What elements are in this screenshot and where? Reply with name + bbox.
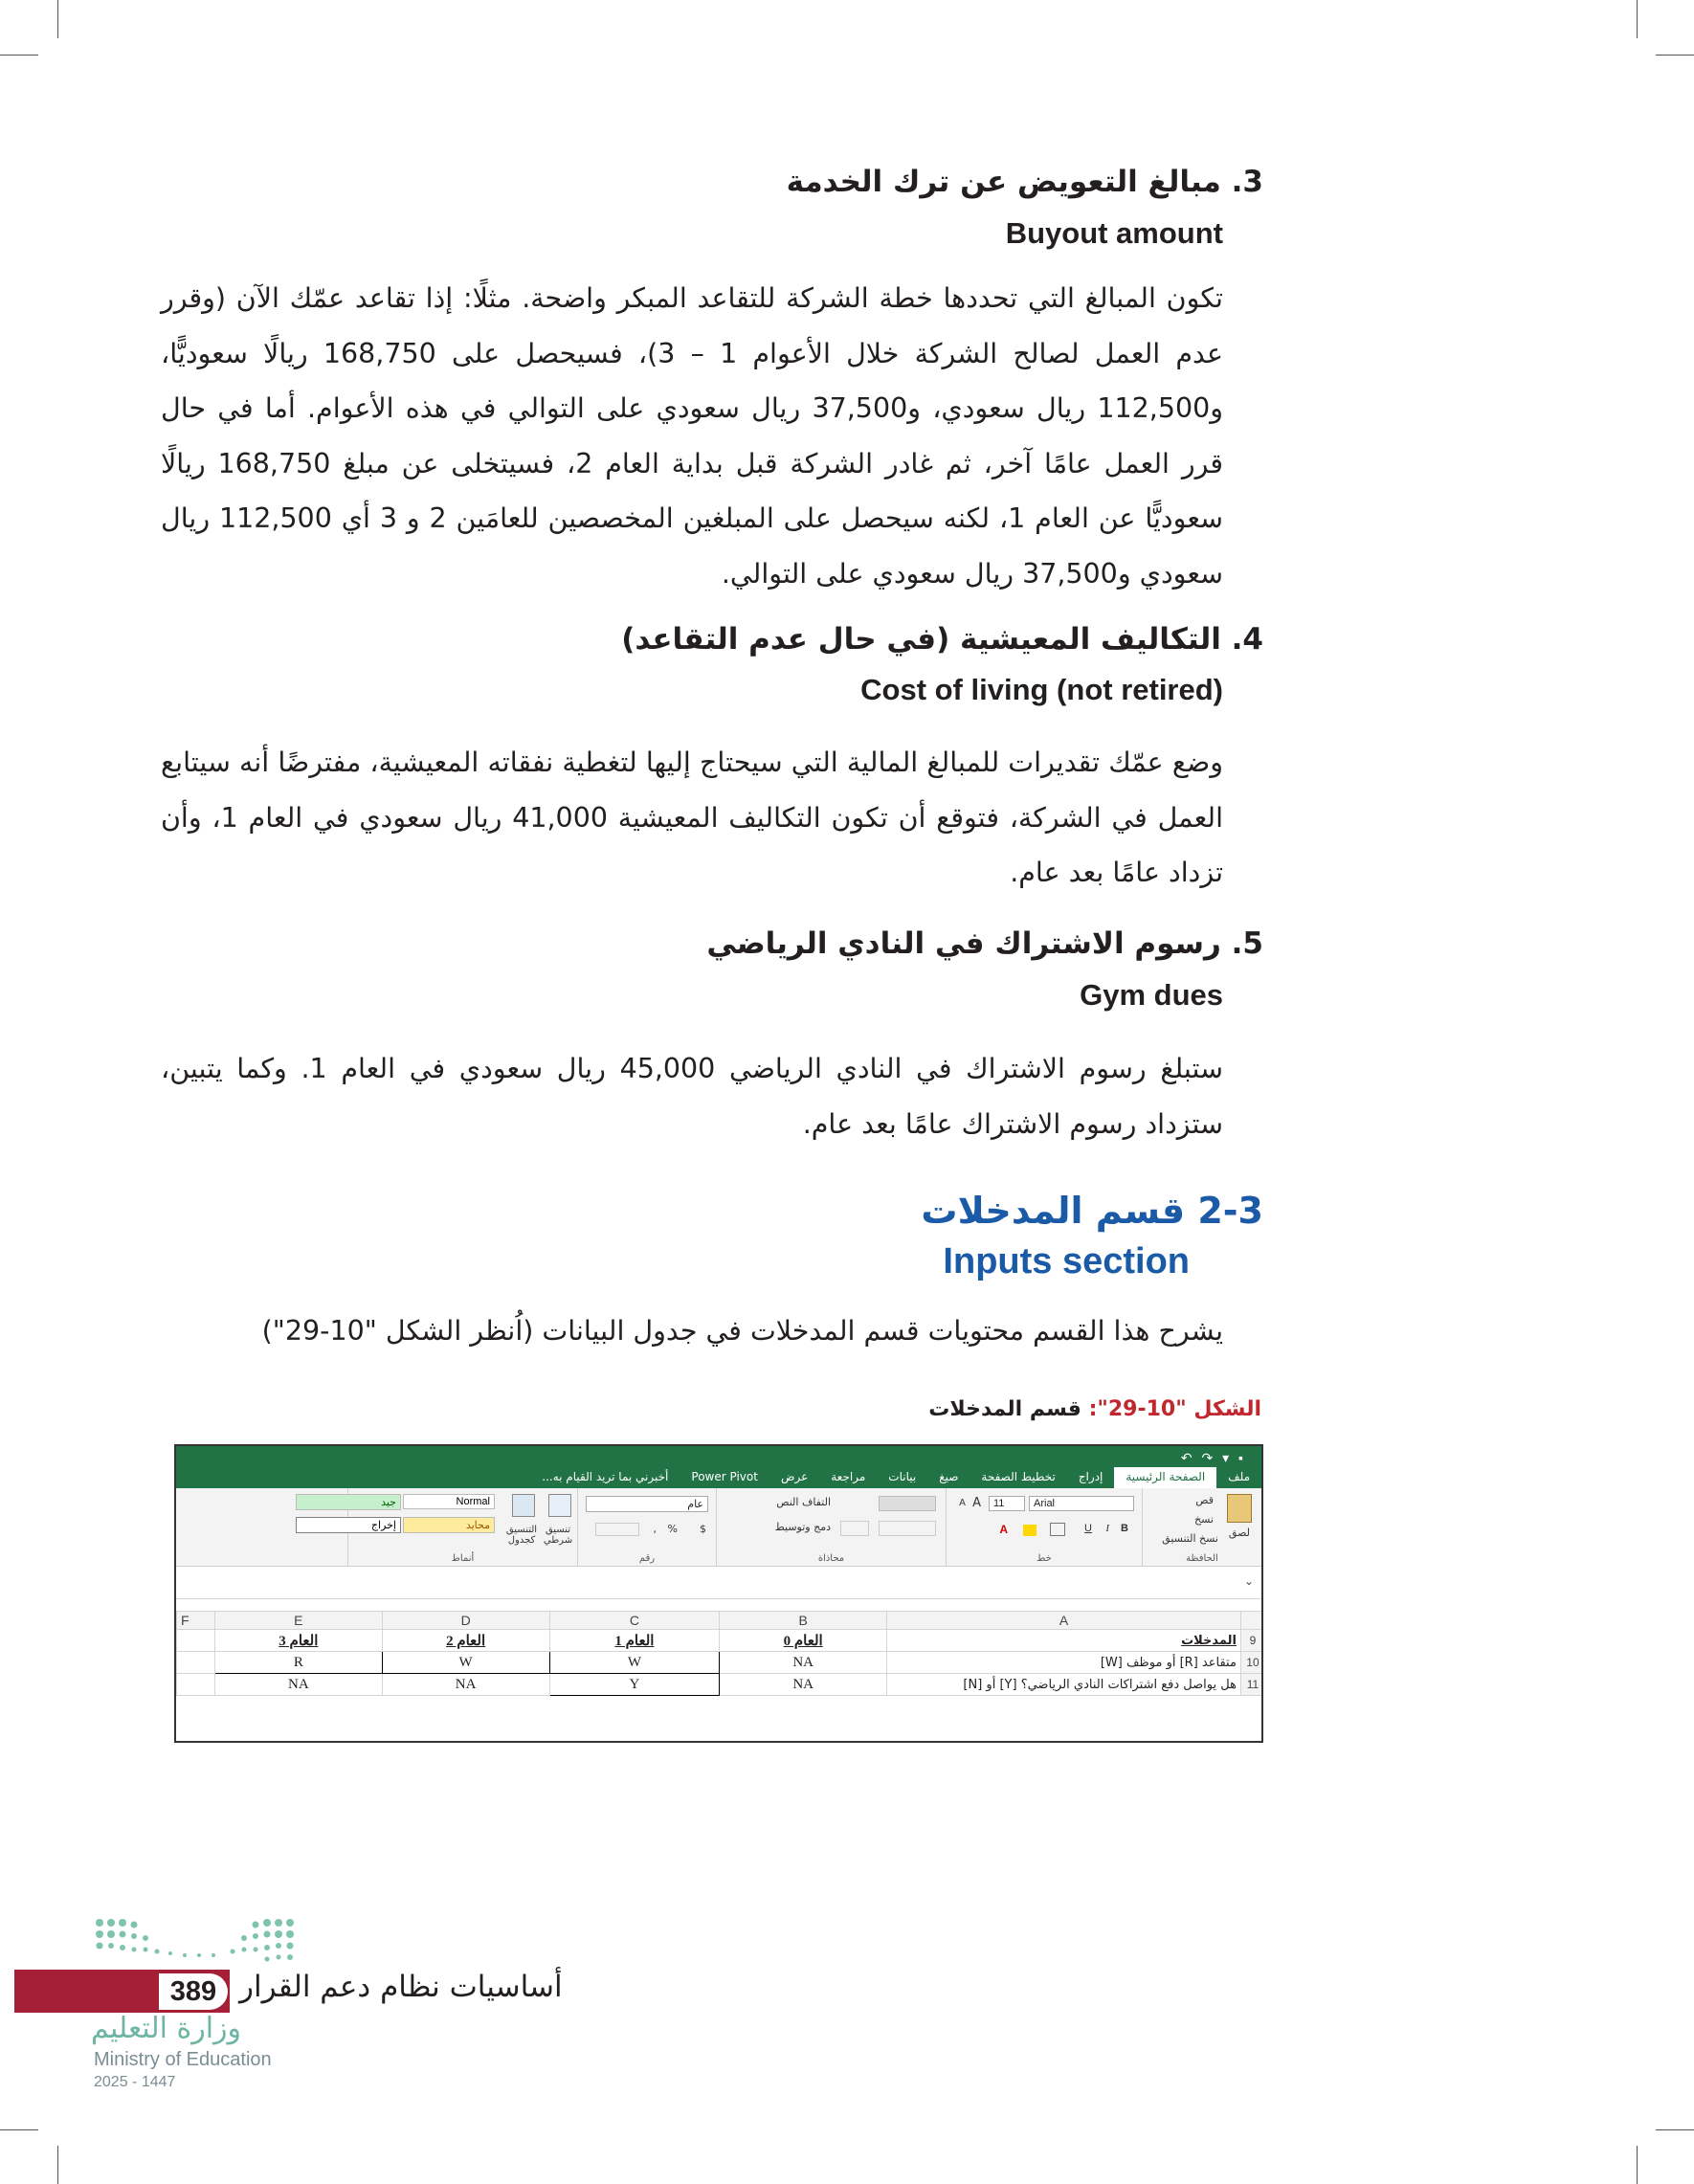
style-good[interactable]: جيد [296, 1494, 401, 1510]
cell-b9[interactable]: العام 0 [720, 1630, 887, 1652]
row-number-11[interactable]: 11 [1240, 1674, 1263, 1696]
ribbon-tabs [530, 1467, 1261, 1488]
column-header-c[interactable]: C [549, 1612, 720, 1630]
percent-button[interactable]: % [667, 1523, 678, 1535]
cell-a11[interactable]: هل يواصل دفع اشتراكات النادي الرياضي؟ [Y] أو [N] [887, 1674, 1241, 1696]
tab-home[interactable]: الصفحة الرئيسية [1114, 1467, 1216, 1488]
font-name-select[interactable]: Arial [1029, 1496, 1134, 1511]
align-horizontal-icons[interactable] [879, 1521, 936, 1536]
column-header-d[interactable]: D [382, 1612, 549, 1630]
section-title-buyout: 3. مبالغ التعويض عن ترك الخدمة [786, 165, 1263, 199]
indent-icons[interactable] [840, 1521, 869, 1536]
cell-b10[interactable]: NA [720, 1652, 887, 1674]
quick-access-toolbar[interactable]: ↶ ↷ ▾ ▪ [1180, 1450, 1246, 1465]
crop-mark [0, 55, 38, 56]
number-group [577, 1488, 716, 1567]
font-group [946, 1488, 1142, 1567]
paragraph-cost-of-living: وضع عمّك تقديرات للمبالغ المالية التي سيحتاج إليها لتغطية نفقاته المعيشية، مفترضًا أنه سيتابع العمل في الشركة، فتوقع أن تكون التكاليف المعيشية 41,000 ريال سعودي في العام 1، وأن تزداد عامًا بعد عام. [161, 747, 1223, 888]
comma-button[interactable]: , [653, 1523, 657, 1535]
clipboard-group [1142, 1488, 1261, 1567]
alignment-group-label: محاذاة [817, 1553, 845, 1564]
tab-insert[interactable]: إدراج [1078, 1470, 1103, 1483]
figure-caption-text: قسم المدخلات [928, 1397, 1081, 1421]
shrink-font-button[interactable]: A [959, 1498, 966, 1508]
cell-c11[interactable]: Y [549, 1674, 720, 1696]
cell-f11[interactable] [177, 1674, 215, 1696]
page-number: 389 [159, 1973, 228, 2010]
grid-gap [176, 1599, 1261, 1611]
styles-group-label: أنماط [451, 1553, 475, 1564]
paragraph-buyout: تكون المبالغ التي تحددها خطة الشركة للتقاعد المبكر واضحة. مثلًا: إذا تقاعد عمّك الآن (وقرر عدم العمل لصالح الشركة خلال الأعوام 1 – 3)، فسيحصل على 168,750 ريالًا سعوديًّا، و112,500 ريال سعودي، و37,500 ريال سعودي على التوالي في هذه الأعوام. أما في حال قرر العمل عامًا آخر، ثم غادر الشركة قبل بداية العام 2، فسيتخلى عن مبلغ 168,750 ريالًا سعوديًّا عن العام 1، لكنه سيحصل على المبلغين المخصصين للعامَين 2 و 3 أي 112,500 ريال سعودي و37,500 ريال سعودي على التوالي. [161, 282, 1224, 590]
paragraph-gym-dues: ستبلغ رسوم الاشتراك في النادي الرياضي 45,000 ريال سعودي في العام 1. وكما يتبين، ستزداد رسوم الاشتراك عامًا بعد عام. [161, 1053, 1224, 1140]
corner-cell [1240, 1612, 1263, 1630]
cut-button[interactable]: قص [1195, 1494, 1214, 1506]
cell-a10[interactable]: متقاعد [R] أو موظف [W] [887, 1652, 1241, 1674]
ministry-name-arabic: وزارة التعليم [91, 2012, 242, 2045]
styles-group [347, 1488, 577, 1567]
excel-title-bar [176, 1446, 1261, 1488]
cell-d9[interactable]: العام 2 [382, 1630, 549, 1652]
column-header-a[interactable]: A [887, 1612, 1241, 1630]
inputs-section-title: 2-3 قسم المدخلات [921, 1190, 1263, 1232]
style-output[interactable]: إخراج [296, 1517, 401, 1533]
row-number-10[interactable]: 10 [1240, 1652, 1263, 1674]
formula-bar[interactable] [176, 1567, 1261, 1599]
copy-button[interactable]: نسخ [1194, 1513, 1214, 1526]
format-as-table-button[interactable]: التنسيق كجدول [505, 1525, 538, 1546]
figure-label: الشكل "10-29": [1088, 1397, 1261, 1421]
paste-icon[interactable] [1227, 1494, 1252, 1523]
inputs-section-subtitle: Inputs section [943, 1241, 1190, 1281]
conditional-format-icon[interactable] [548, 1494, 571, 1517]
cell-d10[interactable]: W [382, 1652, 549, 1674]
table-row [177, 1630, 1264, 1652]
bold-button[interactable]: B [1121, 1523, 1128, 1534]
row-number-9[interactable]: 9 [1240, 1630, 1263, 1652]
tab-data[interactable]: بيانات [888, 1470, 917, 1483]
crop-mark [1656, 55, 1694, 56]
crop-mark [1656, 2129, 1694, 2130]
crop-mark [57, 2146, 58, 2184]
alignment-group [716, 1488, 946, 1567]
clipboard-group-label: الحافظة [1186, 1553, 1218, 1564]
chevron-down-icon[interactable]: ⌄ [1243, 1574, 1254, 1588]
section-subtitle-buyout: Buyout amount [1005, 216, 1223, 250]
number-format-select[interactable]: عام [586, 1496, 708, 1512]
section-subtitle-gym-dues: Gym dues [1080, 978, 1223, 1012]
ministry-name-english: Ministry of Education [94, 2049, 272, 2070]
tab-file[interactable]: ملف [1228, 1470, 1250, 1483]
edition-year: 2025 - 1447 [94, 2074, 176, 2090]
currency-button[interactable]: $ [700, 1523, 706, 1535]
paragraph-inputs-section: يشرح هذا القسم محتويات قسم المدخلات في جدول البيانات (اُنظر الشكل "10-29") [261, 1315, 1223, 1347]
number-group-label: رقم [638, 1553, 656, 1564]
cell-e11[interactable]: NA [214, 1674, 382, 1696]
align-top-icons[interactable] [879, 1496, 936, 1511]
column-header-e[interactable]: E [214, 1612, 382, 1630]
tab-review[interactable]: مراجعة [831, 1470, 866, 1483]
paste-button[interactable]: لصق [1228, 1527, 1250, 1539]
crop-mark [1637, 2146, 1638, 2184]
cell-b11[interactable]: NA [720, 1674, 887, 1696]
ministry-logo-dots [94, 1917, 300, 1972]
fill-color-icon[interactable] [1023, 1525, 1036, 1536]
tab-view[interactable]: عرض [780, 1470, 809, 1483]
column-header-f[interactable]: F [177, 1612, 215, 1630]
merge-center-button[interactable]: دمج وتوسيط [774, 1521, 831, 1533]
section-subtitle-cost-of-living: Cost of living (not retired) [860, 673, 1223, 706]
font-group-label: خط [1036, 1553, 1052, 1564]
tell-me-search[interactable]: أخبرني بما تريد القيام به... [542, 1470, 669, 1483]
cell-a9[interactable]: المدخلات [887, 1630, 1241, 1652]
section-title-gym-dues: 5. رسوم الاشتراك في النادي الرياضي [706, 926, 1263, 961]
section-title-cost-of-living: 4. التكاليف المعيشية (في حال عدم التقاعد) [621, 622, 1263, 657]
table-row [177, 1674, 1264, 1696]
cell-c10[interactable]: W [549, 1652, 720, 1674]
format-as-table-icon[interactable] [512, 1494, 535, 1517]
style-neutral[interactable]: محايد [403, 1517, 495, 1533]
cell-f10[interactable] [177, 1652, 215, 1674]
tab-power-pivot[interactable]: Power Pivot [691, 1470, 758, 1483]
underline-button[interactable]: U [1084, 1523, 1092, 1534]
wrap-text-button[interactable]: التفاف النص [776, 1496, 831, 1508]
grow-font-button[interactable]: A [972, 1496, 981, 1510]
cell-d11[interactable]: NA [382, 1674, 549, 1696]
ribbon [176, 1488, 1261, 1567]
borders-icon[interactable] [1050, 1523, 1065, 1536]
crop-mark [0, 2129, 38, 2130]
crop-mark [57, 0, 58, 38]
font-color-icon[interactable]: A [999, 1523, 1008, 1536]
decimal-icons[interactable] [595, 1523, 639, 1536]
cell-f9[interactable] [177, 1630, 215, 1652]
cell-e10[interactable]: R [214, 1652, 382, 1674]
italic-button[interactable]: I [1105, 1523, 1109, 1534]
spreadsheet-grid [176, 1611, 1263, 1696]
crop-mark [1637, 0, 1638, 38]
cell-e9[interactable]: العام 3 [214, 1630, 382, 1652]
style-normal[interactable]: Normal [403, 1494, 495, 1509]
cell-c9[interactable]: العام 1 [549, 1630, 720, 1652]
column-header-b[interactable]: B [720, 1612, 887, 1630]
format-painter-button[interactable]: نسخ التنسيق [1162, 1532, 1218, 1545]
book-title: أساسيات نظام دعم القرار [239, 1970, 563, 2004]
excel-screenshot [174, 1444, 1263, 1743]
column-header-row [177, 1612, 1264, 1630]
tab-formulas[interactable]: صيغ [939, 1470, 959, 1483]
font-size-select[interactable]: 11 [989, 1496, 1025, 1511]
conditional-format-button[interactable]: تنسيق شرطي [543, 1525, 573, 1546]
tab-page-layout[interactable]: تخطيط الصفحة [981, 1470, 1056, 1483]
table-row [177, 1652, 1264, 1674]
figure-caption [928, 1397, 1261, 1421]
